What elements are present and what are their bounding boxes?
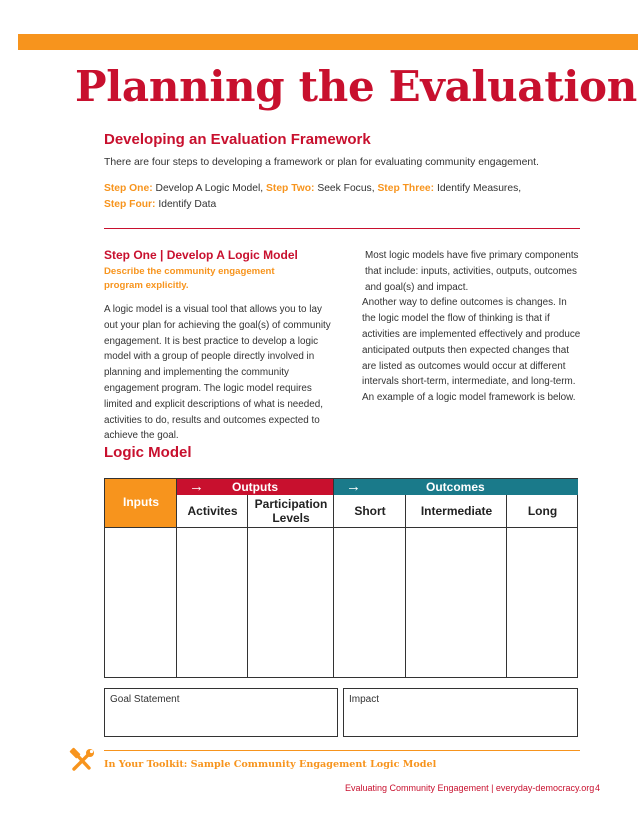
- column-divider: [247, 495, 248, 678]
- logic-model-heading: Logic Model: [104, 444, 192, 461]
- step-one-heading: Step One | Develop A Logic Model: [104, 248, 298, 262]
- step-two-text: Seek Focus,: [317, 183, 375, 194]
- intro-text: There are four steps to developing a framework or plan for evaluating community engagement.: [104, 157, 539, 168]
- step-one-body: A logic model is a visual tool that allows you to lay out your plan for achieving the goal(s) of community engagement. It is best practice to develop a logic model with a group of people directly involved in planning and implementing the community engagement program. The logic model requires limited and explicit descriptions of what is needed, activities to do, results and outcomes expected to achieve the goal.: [104, 304, 331, 442]
- right-column: [363, 248, 581, 406]
- step-four-key: Step Four:: [104, 199, 156, 210]
- section-divider: [104, 228, 580, 229]
- impact-label: Impact: [349, 694, 380, 705]
- footer-publication: Evaluating Community Engagement | everyday-democracy.org: [345, 783, 595, 793]
- step-one-text: Develop A Logic Model,: [155, 183, 264, 194]
- column-divider: [405, 495, 406, 678]
- top-accent-bar: [18, 34, 638, 50]
- steps-list: [104, 181, 521, 213]
- page-number: 4: [595, 783, 601, 793]
- wrench-hammer-icon: [68, 747, 96, 775]
- outcomes-label: Outcomes: [426, 480, 485, 494]
- goal-statement-box: [104, 688, 338, 737]
- column-participation-levels: Participation Levels: [254, 497, 328, 525]
- column-activities: Activites: [187, 504, 238, 518]
- right-arrow-icon: →: [189, 478, 204, 495]
- right-paragraph-2: Another way to define outcomes is changes. In the logic model the flow of thinking is that if activities are implemented effectively and produce anticipated outputs then expected changes that are listed as outcomes would occur at different intervals short-term, intermediate, and long-term. An example of a logic model framework is below.: [362, 297, 581, 404]
- step-three-text: Identify Measures,: [436, 183, 522, 194]
- step-three-key: Step Three:: [377, 183, 435, 194]
- step-one-key: Step One:: [104, 183, 153, 194]
- column-intermediate: Intermediate: [420, 504, 493, 518]
- column-divider: [333, 479, 334, 678]
- toolkit-link[interactable]: In Your Toolkit: Sample Community Engagement Logic Model: [104, 759, 437, 770]
- goal-statement-label: Goal Statement: [110, 694, 180, 705]
- column-divider: [506, 495, 507, 678]
- logic-model-table: [104, 478, 578, 678]
- right-paragraph-1: Most logic models have five primary components that include: inputs, activities, outputs, outcomes and goal(s) and impact.: [365, 250, 579, 293]
- outcomes-header: [334, 479, 578, 495]
- right-arrow-icon: →: [346, 478, 361, 495]
- column-divider: [176, 479, 177, 678]
- outputs-label: Outputs: [232, 480, 278, 494]
- section-heading: Developing an Evaluation Framework: [104, 131, 371, 148]
- step-one-subheading: Describe the community engagement program explicitly.: [104, 266, 275, 291]
- step-two-key: Step Two:: [266, 183, 315, 194]
- impact-box: [343, 688, 578, 737]
- footer-divider: [104, 750, 580, 751]
- page-title: Planning the Evaluation: [75, 62, 637, 111]
- outputs-header: [177, 479, 334, 495]
- column-short: Short: [354, 504, 386, 518]
- column-long: Long: [527, 504, 558, 518]
- inputs-header: Inputs: [105, 479, 177, 527]
- step-four-text: Identify Data: [158, 199, 217, 210]
